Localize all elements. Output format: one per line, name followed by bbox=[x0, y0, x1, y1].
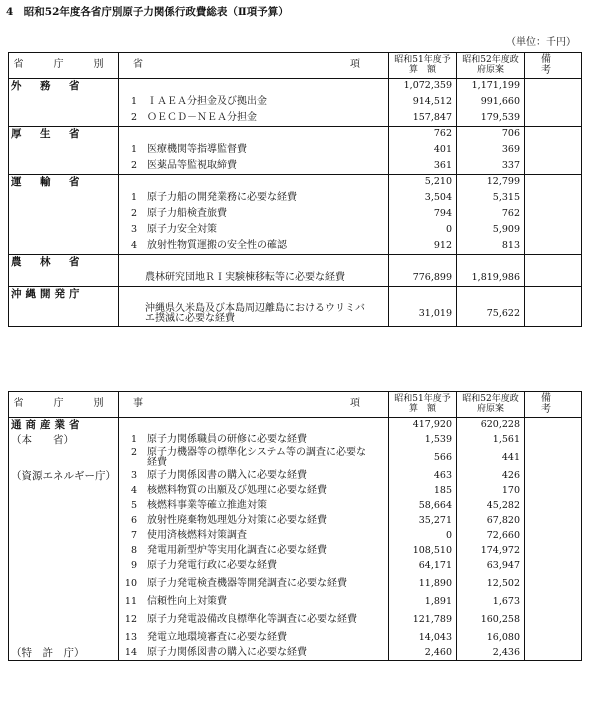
table-row bbox=[9, 239, 582, 255]
item-text: 原子力安全対策 bbox=[147, 224, 217, 236]
budget52-value: 179,539 bbox=[457, 111, 525, 127]
item-cell bbox=[119, 303, 389, 327]
ministry-cell bbox=[9, 574, 119, 595]
budget-table-lower bbox=[8, 391, 589, 661]
budget51-value: 794 bbox=[389, 207, 457, 223]
table-row bbox=[9, 610, 582, 631]
item-text: 原子力発電設備改良標準化等調査に必要な経費 bbox=[147, 613, 357, 625]
budget51-value: 463 bbox=[389, 469, 457, 484]
item-cell bbox=[119, 595, 389, 610]
remarks-cell bbox=[525, 255, 582, 271]
table-row bbox=[9, 514, 582, 529]
item-cell bbox=[119, 484, 389, 499]
header-item-left: 省 bbox=[133, 59, 143, 71]
budget52-value: 160,258 bbox=[457, 610, 525, 631]
ministry-cell: 運 輸 省 bbox=[9, 175, 119, 191]
budget51-value: 108,510 bbox=[389, 544, 457, 559]
item-cell bbox=[119, 287, 389, 303]
remarks-cell bbox=[525, 207, 582, 223]
item-cell bbox=[119, 631, 389, 646]
remarks-cell bbox=[525, 514, 582, 529]
item-number: 10 bbox=[124, 577, 137, 589]
budget52-value bbox=[457, 287, 525, 303]
table-row bbox=[9, 111, 582, 127]
item-text: 使用済核燃料対策調査 bbox=[147, 529, 247, 541]
header-remarks-2: 備 考 bbox=[525, 392, 582, 418]
budget52-value: 170 bbox=[457, 484, 525, 499]
remarks-cell bbox=[525, 95, 582, 111]
item-cell bbox=[119, 143, 389, 159]
ministry-cell bbox=[9, 143, 119, 159]
table-row bbox=[9, 559, 582, 574]
budget51-value: 417,920 bbox=[389, 418, 457, 433]
item-cell bbox=[119, 159, 389, 175]
budget51-value: 31,019 bbox=[389, 303, 457, 327]
item-number: 6 bbox=[130, 514, 137, 526]
ministry-cell bbox=[9, 95, 119, 111]
remarks-cell bbox=[525, 499, 582, 514]
item-number: 12 bbox=[124, 613, 137, 625]
item-cell bbox=[119, 207, 389, 223]
item-number: 9 bbox=[130, 559, 137, 571]
item-number: 11 bbox=[124, 595, 137, 607]
budget51-value: 1,072,359 bbox=[389, 79, 457, 95]
item-number: 3 bbox=[130, 224, 137, 236]
remarks-cell bbox=[525, 303, 582, 327]
ministry-cell bbox=[9, 223, 119, 239]
remarks-cell bbox=[525, 544, 582, 559]
budget51-value: 5,210 bbox=[389, 175, 457, 191]
item-cell bbox=[119, 95, 389, 111]
budget52-value: 67,820 bbox=[457, 514, 525, 529]
ministry-cell bbox=[9, 159, 119, 175]
budget52-value: 1,819,986 bbox=[457, 271, 525, 287]
ministry-cell bbox=[9, 303, 119, 327]
budget52-value: 75,622 bbox=[457, 303, 525, 327]
ministry-cell: 外 務 省 bbox=[9, 79, 119, 95]
header-ministry: 省 庁 別 bbox=[9, 53, 119, 79]
item-number: 8 bbox=[130, 544, 137, 556]
item-cell bbox=[119, 574, 389, 595]
item-cell bbox=[119, 255, 389, 271]
item-text: 原子力関係図書の購入に必要な経費 bbox=[147, 469, 307, 481]
item-cell bbox=[119, 223, 389, 239]
item-cell bbox=[119, 127, 389, 143]
budget51-value: 776,899 bbox=[389, 271, 457, 287]
budget51-value: 58,664 bbox=[389, 499, 457, 514]
header-remarks: 備 考 bbox=[525, 53, 582, 79]
remarks-cell bbox=[525, 127, 582, 143]
budget51-value: 1,891 bbox=[389, 595, 457, 610]
item-text: 発電用新型炉等実用化調査に必要な経費 bbox=[147, 544, 327, 556]
table-row bbox=[9, 127, 582, 143]
budget51-value: 11,890 bbox=[389, 574, 457, 595]
budget52-value: 426 bbox=[457, 469, 525, 484]
remarks-cell bbox=[525, 239, 582, 255]
budget51-value: 35,271 bbox=[389, 514, 457, 529]
budget51-value: 566 bbox=[389, 448, 457, 469]
budget52-value: 1,673 bbox=[457, 595, 525, 610]
header-item-left-2: 事 bbox=[133, 398, 143, 410]
budget51-value: 185 bbox=[389, 484, 457, 499]
item-cell bbox=[119, 529, 389, 544]
ministry-cell: 通商産業省 bbox=[9, 418, 119, 433]
item-text: 放射性廃棄物処理処分対策に必要な経費 bbox=[147, 514, 327, 526]
budget52-value: 2,436 bbox=[457, 646, 525, 661]
table-row bbox=[9, 223, 582, 239]
budget51-value: 914,512 bbox=[389, 95, 457, 111]
header-budget52-2: 昭和52年度政府原案 bbox=[457, 392, 525, 418]
item-cell bbox=[119, 239, 389, 255]
item-text: 原子力関係職員の研修に必要な経費 bbox=[147, 433, 307, 445]
table-row bbox=[9, 95, 582, 111]
item-number: 1 bbox=[130, 192, 137, 204]
table-row bbox=[9, 574, 582, 595]
item-text: 原子力船の開発業務に必要な経費 bbox=[147, 192, 297, 204]
table-row bbox=[9, 631, 582, 646]
budget52-value: 5,315 bbox=[457, 191, 525, 207]
remarks-cell bbox=[525, 111, 582, 127]
budget51-value: 1,539 bbox=[389, 433, 457, 448]
budget52-value: 762 bbox=[457, 207, 525, 223]
remarks-cell bbox=[525, 529, 582, 544]
item-number: 13 bbox=[124, 631, 137, 643]
remarks-cell bbox=[525, 175, 582, 191]
budget51-value: 121,789 bbox=[389, 610, 457, 631]
item-number: 7 bbox=[130, 529, 137, 541]
ministry-cell: 農 林 省 bbox=[9, 255, 119, 271]
budget51-value: 157,847 bbox=[389, 111, 457, 127]
budget51-value: 2,460 bbox=[389, 646, 457, 661]
budget51-value: 0 bbox=[389, 529, 457, 544]
ministry-cell: （特 許 庁） bbox=[9, 646, 119, 661]
item-cell bbox=[119, 610, 389, 631]
table-row bbox=[9, 433, 582, 448]
item-number: 2 bbox=[130, 159, 137, 171]
remarks-cell bbox=[525, 287, 582, 303]
header-budget51-2: 昭和51年度予 算 額 bbox=[389, 392, 457, 418]
item-number: 2 bbox=[130, 111, 137, 123]
item-number: 2 bbox=[130, 208, 137, 220]
table-row bbox=[9, 448, 582, 469]
table-row bbox=[9, 469, 582, 484]
budget52-value: 1,561 bbox=[457, 433, 525, 448]
item-number: 5 bbox=[130, 499, 137, 511]
item-cell bbox=[119, 499, 389, 514]
ministry-cell bbox=[9, 207, 119, 223]
budget51-value bbox=[389, 255, 457, 271]
item-text: 原子力機器等の標準化システム等の調査に必要な経費 bbox=[147, 446, 366, 469]
item-text: ＩＡＥＡ分担金及び拠出金 bbox=[147, 96, 267, 108]
ministry-cell bbox=[9, 111, 119, 127]
item-cell bbox=[119, 559, 389, 574]
table-row bbox=[9, 646, 582, 661]
header-item-right-2: 項 bbox=[350, 398, 360, 410]
budget52-value: 16,080 bbox=[457, 631, 525, 646]
budget52-value: 12,799 bbox=[457, 175, 525, 191]
item-cell bbox=[119, 175, 389, 191]
remarks-cell bbox=[525, 574, 582, 595]
unit-label: （単位：千円） bbox=[506, 37, 576, 48]
item-text: 信頼性向上対策費 bbox=[147, 595, 227, 607]
budget51-value: 0 bbox=[389, 223, 457, 239]
header-budget51: 昭和51年度予 算 額 bbox=[389, 53, 457, 79]
table-row bbox=[9, 418, 582, 433]
remarks-cell bbox=[525, 595, 582, 610]
item-number: 4 bbox=[130, 484, 137, 496]
budget52-value: 813 bbox=[457, 239, 525, 255]
budget52-value bbox=[457, 255, 525, 271]
item-cell bbox=[119, 191, 389, 207]
item-cell bbox=[119, 79, 389, 95]
table-row bbox=[9, 595, 582, 610]
budget52-value: 441 bbox=[457, 448, 525, 469]
item-text: 原子力関係図書の購入に必要な経費 bbox=[147, 646, 307, 658]
budget52-value: 45,282 bbox=[457, 499, 525, 514]
header-item bbox=[119, 53, 389, 79]
table-row bbox=[9, 207, 582, 223]
budget51-value: 912 bbox=[389, 239, 457, 255]
item-number: 3 bbox=[130, 469, 137, 481]
ministry-cell bbox=[9, 484, 119, 499]
budget52-value: 706 bbox=[457, 127, 525, 143]
item-number: 1 bbox=[130, 96, 137, 108]
table-row bbox=[9, 303, 582, 327]
item-text: 原子力船検査旅費 bbox=[147, 208, 227, 220]
table-row bbox=[9, 529, 582, 544]
ministry-cell bbox=[9, 191, 119, 207]
remarks-cell bbox=[525, 143, 582, 159]
budget52-value: 63,947 bbox=[457, 559, 525, 574]
table-row bbox=[9, 79, 582, 95]
header-ministry-2: 省 庁 別 bbox=[9, 392, 119, 418]
budget51-value: 64,171 bbox=[389, 559, 457, 574]
item-text: ＯＥＣＤ－ＮＥＡ分担金 bbox=[147, 111, 257, 123]
item-cell bbox=[119, 111, 389, 127]
ministry-cell bbox=[9, 448, 119, 469]
budget-table-upper bbox=[8, 52, 589, 327]
table-row bbox=[9, 271, 582, 287]
budget51-value: 361 bbox=[389, 159, 457, 175]
item-text: 原子力発電検査機器等開発調査に必要な経費 bbox=[147, 577, 347, 589]
ministry-cell: 沖縄開発庁 bbox=[9, 287, 119, 303]
header-item-right: 項 bbox=[350, 59, 360, 71]
table-row bbox=[9, 287, 582, 303]
remarks-cell bbox=[525, 159, 582, 175]
item-text: 医薬品等監視取締費 bbox=[147, 159, 237, 171]
table-row bbox=[9, 143, 582, 159]
item-cell bbox=[119, 514, 389, 529]
table-row bbox=[9, 191, 582, 207]
remarks-cell bbox=[525, 610, 582, 631]
ministry-cell bbox=[9, 610, 119, 631]
item-number: 2 bbox=[130, 446, 137, 458]
budget51-value bbox=[389, 287, 457, 303]
remarks-cell bbox=[525, 484, 582, 499]
ministry-cell bbox=[9, 271, 119, 287]
budget52-value: 1,171,199 bbox=[457, 79, 525, 95]
ministry-cell bbox=[9, 631, 119, 646]
budget51-value: 3,504 bbox=[389, 191, 457, 207]
ministry-cell bbox=[9, 514, 119, 529]
item-cell bbox=[119, 271, 389, 287]
budget52-value: 174,972 bbox=[457, 544, 525, 559]
budget52-value: 5,909 bbox=[457, 223, 525, 239]
budget52-value: 620,228 bbox=[457, 418, 525, 433]
item-number: 1 bbox=[130, 433, 137, 445]
ministry-cell bbox=[9, 544, 119, 559]
budget52-value: 369 bbox=[457, 143, 525, 159]
remarks-cell bbox=[525, 631, 582, 646]
item-number: 4 bbox=[130, 239, 137, 251]
budget51-value: 762 bbox=[389, 127, 457, 143]
budget51-value: 401 bbox=[389, 143, 457, 159]
header-item-2 bbox=[119, 392, 389, 418]
budget52-value: 991,660 bbox=[457, 95, 525, 111]
item-cell bbox=[119, 448, 389, 469]
page-title: 4 昭和52年度各省庁別原子力関係行政費総表（Ⅱ項予算） bbox=[6, 6, 289, 18]
budget52-value: 337 bbox=[457, 159, 525, 175]
item-number: 1 bbox=[130, 144, 137, 156]
item-text: 発電立地環境審査に必要な経費 bbox=[147, 631, 287, 643]
table-row bbox=[9, 159, 582, 175]
remarks-cell bbox=[525, 559, 582, 574]
remarks-cell bbox=[525, 433, 582, 448]
remarks-cell bbox=[525, 191, 582, 207]
remarks-cell bbox=[525, 448, 582, 469]
table-row bbox=[9, 484, 582, 499]
item-cell bbox=[119, 544, 389, 559]
ministry-cell bbox=[9, 595, 119, 610]
item-cell bbox=[119, 646, 389, 661]
ministry-cell bbox=[9, 239, 119, 255]
table-row bbox=[9, 544, 582, 559]
table-row bbox=[9, 255, 582, 271]
budget52-value: 72,660 bbox=[457, 529, 525, 544]
item-text: 核燃料事業等確立推進対策 bbox=[147, 499, 267, 511]
remarks-cell bbox=[525, 646, 582, 661]
remarks-cell bbox=[525, 79, 582, 95]
table-row bbox=[9, 499, 582, 514]
item-text: 核燃料物質の出願及び処理に必要な経費 bbox=[147, 484, 327, 496]
remarks-cell bbox=[525, 469, 582, 484]
header-budget52: 昭和52年度政府原案 bbox=[457, 53, 525, 79]
item-text: 原子力発電行政に必要な経費 bbox=[147, 559, 277, 571]
budget51-value: 14,043 bbox=[389, 631, 457, 646]
remarks-cell bbox=[525, 418, 582, 433]
remarks-cell bbox=[525, 271, 582, 287]
ministry-cell: 厚 生 省 bbox=[9, 127, 119, 143]
item-number: 14 bbox=[124, 646, 137, 658]
item-cell bbox=[119, 469, 389, 484]
ministry-cell bbox=[9, 529, 119, 544]
ministry-cell bbox=[9, 559, 119, 574]
item-cell bbox=[119, 418, 389, 433]
table-row bbox=[9, 175, 582, 191]
item-text: 医療機関等指導監督費 bbox=[147, 144, 247, 156]
budget52-value: 12,502 bbox=[457, 574, 525, 595]
ministry-cell: （資源エネルギー庁） bbox=[9, 469, 119, 484]
remarks-cell bbox=[525, 223, 582, 239]
item-text: 放射性物質運搬の安全性の確認 bbox=[147, 239, 287, 251]
item-cell bbox=[119, 433, 389, 448]
item-text: 沖縄県久米島及び本島周辺離島におけるウリミバエ撲滅に必要な経費 bbox=[145, 302, 365, 325]
ministry-cell bbox=[9, 499, 119, 514]
item-text: 農林研究団地ＲＩ実験棟移転等に必要な経費 bbox=[145, 271, 345, 283]
ministry-cell: （本 省） bbox=[9, 433, 119, 448]
